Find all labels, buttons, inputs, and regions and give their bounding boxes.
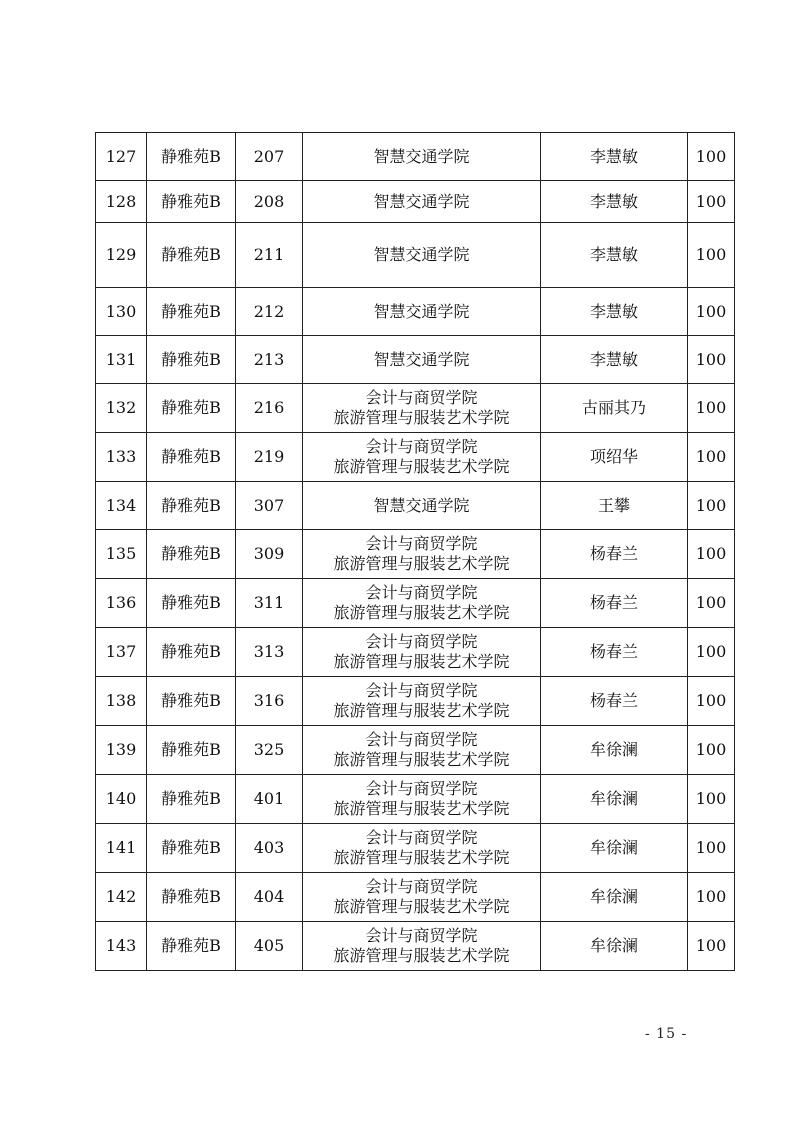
teacher-cell: 杨春兰 [541,628,688,677]
college-name: 会计与商贸学院 [365,730,478,749]
row-number-cell: 128 [96,181,147,223]
row-number-cell: 142 [96,873,147,922]
room-cell: 405 [236,922,303,971]
teacher-cell: 牟徐澜 [541,873,688,922]
college-name: 智慧交通学院 [373,495,470,515]
row-number-cell: 139 [96,726,147,775]
college-name: 智慧交通学院 [373,301,470,321]
building-cell: 静雅苑B [147,288,236,336]
room-cell: 213 [236,336,303,384]
score-cell: 100 [688,336,735,384]
teacher-cell: 杨春兰 [541,579,688,628]
college-cell [303,873,541,922]
teacher-cell: 古丽其乃 [541,384,688,433]
college-cell [303,677,541,726]
college-name: 旅游管理与服装艺术学院 [333,701,510,720]
table-row [96,288,735,336]
college-cell [303,133,541,181]
dormitory-score-table [95,132,735,971]
row-number-cell: 134 [96,482,147,530]
row-number-cell: 132 [96,384,147,433]
college-name: 旅游管理与服装艺术学院 [333,554,510,573]
building-cell: 静雅苑B [147,628,236,677]
building-cell: 静雅苑B [147,181,236,223]
college-name: 旅游管理与服装艺术学院 [333,750,510,769]
college-name: 旅游管理与服装艺术学院 [333,946,510,965]
table-row [96,433,735,482]
row-number-cell: 141 [96,824,147,873]
college-name: 会计与商贸学院 [365,779,478,798]
building-cell: 静雅苑B [147,677,236,726]
college-name: 会计与商贸学院 [365,877,478,896]
teacher-cell: 李慧敏 [541,181,688,223]
teacher-cell: 李慧敏 [541,288,688,336]
score-cell: 100 [688,433,735,482]
teacher-cell: 杨春兰 [541,677,688,726]
score-cell: 100 [688,873,735,922]
college-name: 旅游管理与服装艺术学院 [333,457,510,476]
table-row [96,530,735,579]
college-name: 旅游管理与服装艺术学院 [333,652,510,671]
page-number: - 15 - [645,1026,688,1042]
row-number-cell: 127 [96,133,147,181]
teacher-cell: 项绍华 [541,433,688,482]
teacher-cell: 王攀 [541,482,688,530]
table-row [96,726,735,775]
table-row [96,336,735,384]
building-cell: 静雅苑B [147,433,236,482]
college-name: 会计与商贸学院 [365,437,478,456]
table-row [96,384,735,433]
room-cell: 311 [236,579,303,628]
college-name: 会计与商贸学院 [365,926,478,945]
score-cell: 100 [688,181,735,223]
building-cell: 静雅苑B [147,530,236,579]
building-cell: 静雅苑B [147,579,236,628]
college-name: 智慧交通学院 [373,191,470,211]
table-row [96,181,735,223]
teacher-cell: 李慧敏 [541,336,688,384]
row-number-cell: 140 [96,775,147,824]
college-cell [303,433,541,482]
score-cell: 100 [688,628,735,677]
row-number-cell: 131 [96,336,147,384]
building-cell: 静雅苑B [147,922,236,971]
row-number-cell: 130 [96,288,147,336]
score-cell: 100 [688,922,735,971]
table-row [96,482,735,530]
teacher-cell: 李慧敏 [541,223,688,288]
room-cell: 404 [236,873,303,922]
college-cell [303,288,541,336]
teacher-cell: 杨春兰 [541,530,688,579]
teacher-cell: 牟徐澜 [541,922,688,971]
college-cell [303,726,541,775]
teacher-cell: 李慧敏 [541,133,688,181]
college-name: 智慧交通学院 [373,245,470,264]
room-cell: 309 [236,530,303,579]
table-row [96,824,735,873]
score-cell: 100 [688,384,735,433]
table-body [96,133,735,971]
room-cell: 307 [236,482,303,530]
college-cell [303,181,541,223]
college-name: 旅游管理与服装艺术学院 [333,897,510,916]
score-cell: 100 [688,288,735,336]
room-cell: 403 [236,824,303,873]
college-name: 旅游管理与服装艺术学院 [333,848,510,867]
building-cell: 静雅苑B [147,384,236,433]
college-name: 会计与商贸学院 [365,534,478,553]
college-name: 旅游管理与服装艺术学院 [333,408,510,427]
score-cell: 100 [688,775,735,824]
college-cell [303,482,541,530]
table-row [96,873,735,922]
score-cell: 100 [688,133,735,181]
table-row [96,677,735,726]
building-cell: 静雅苑B [147,133,236,181]
table-row [96,775,735,824]
college-name: 会计与商贸学院 [365,388,478,407]
score-cell: 100 [688,482,735,530]
row-number-cell: 133 [96,433,147,482]
college-cell [303,775,541,824]
score-cell: 100 [688,677,735,726]
college-name: 会计与商贸学院 [365,632,478,651]
teacher-cell: 牟徐澜 [541,824,688,873]
row-number-cell: 136 [96,579,147,628]
building-cell: 静雅苑B [147,775,236,824]
college-cell [303,824,541,873]
college-cell [303,579,541,628]
building-cell: 静雅苑B [147,873,236,922]
room-cell: 325 [236,726,303,775]
college-name: 会计与商贸学院 [365,681,478,700]
college-cell [303,530,541,579]
table-row [96,579,735,628]
room-cell: 401 [236,775,303,824]
college-name: 旅游管理与服装艺术学院 [333,799,510,818]
building-cell: 静雅苑B [147,336,236,384]
row-number-cell: 143 [96,922,147,971]
table-row [96,628,735,677]
college-name: 智慧交通学院 [373,146,470,166]
row-number-cell: 135 [96,530,147,579]
row-number-cell: 129 [96,223,147,288]
room-cell: 313 [236,628,303,677]
score-cell: 100 [688,223,735,288]
college-name: 智慧交通学院 [373,349,470,369]
teacher-cell: 牟徐澜 [541,726,688,775]
room-cell: 212 [236,288,303,336]
college-cell [303,922,541,971]
college-cell [303,223,541,288]
row-number-cell: 137 [96,628,147,677]
room-cell: 216 [236,384,303,433]
score-cell: 100 [688,530,735,579]
building-cell: 静雅苑B [147,223,236,288]
table-row [96,922,735,971]
row-number-cell: 138 [96,677,147,726]
teacher-cell: 牟徐澜 [541,775,688,824]
college-name: 会计与商贸学院 [365,583,478,602]
room-cell: 211 [236,223,303,288]
college-name: 会计与商贸学院 [365,828,478,847]
score-cell: 100 [688,824,735,873]
room-cell: 316 [236,677,303,726]
college-cell [303,384,541,433]
college-name: 旅游管理与服装艺术学院 [333,603,510,622]
college-cell [303,336,541,384]
room-cell: 208 [236,181,303,223]
table-row [96,133,735,181]
table-row [96,223,735,288]
building-cell: 静雅苑B [147,824,236,873]
building-cell: 静雅苑B [147,726,236,775]
college-cell [303,628,541,677]
score-cell: 100 [688,726,735,775]
room-cell: 219 [236,433,303,482]
building-cell: 静雅苑B [147,482,236,530]
room-cell: 207 [236,133,303,181]
score-cell: 100 [688,579,735,628]
